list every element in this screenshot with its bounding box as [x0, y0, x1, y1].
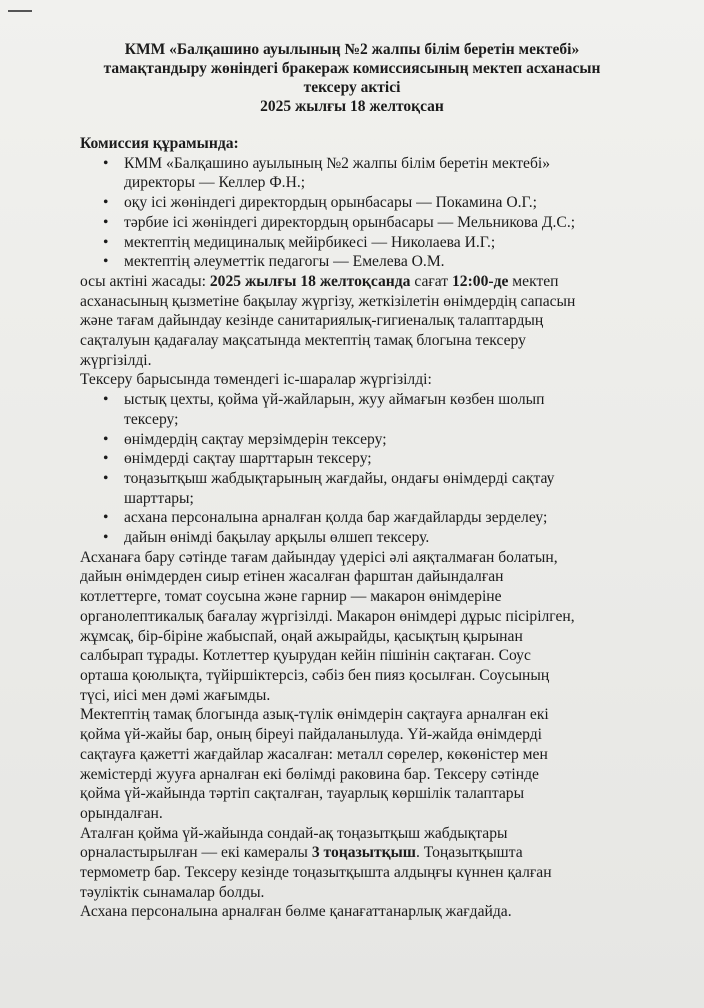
- activity-line: шарттары;: [124, 489, 194, 507]
- text-line: салбырап тұрады. Котлеттер қуырудан кейін пішінін сақтаған. Соус: [80, 647, 531, 665]
- commission-heading: Комиссия құрамында:: [80, 135, 239, 152]
- list-item: [80, 252, 680, 272]
- list-item: [80, 154, 680, 193]
- text-span: осы актіні жасады:: [80, 272, 210, 290]
- text-line: қойма үй-жайы бар, оның біреуі пайдаланылуда. Үй-жайда өнімдерді: [80, 726, 543, 744]
- paragraph-storage: [80, 705, 680, 823]
- refrigerator-count-bold: 3 тоңазытқыш: [311, 844, 416, 862]
- text-line: және тағам дайындау кезінде санитариялық-гигиеналық талаптардың: [80, 312, 544, 330]
- corner-mark: [8, 10, 32, 12]
- text-line: сақталуын қадағалау мақсатында мектептің тамақ блогына тексеру: [80, 332, 526, 350]
- member-line: • тәрбие ісі жөніндегі директордың орынбасары — Мельникова Д.С.;: [124, 213, 576, 231]
- text-line: Аталған қойма үй-жайында сондай-ақ тоңазытқыш жабдықтары: [80, 824, 508, 842]
- member-line: • мектептің медициналық мейірбикесі — Николаева И.Г.;: [124, 233, 496, 251]
- act-time-bold: 12:00-де: [452, 272, 509, 290]
- list-item: [80, 430, 680, 450]
- document-header: [0, 40, 704, 116]
- act-paragraph: [80, 272, 680, 371]
- list-item: [80, 193, 680, 213]
- paragraph-canteen-visit: [80, 548, 680, 706]
- text-line: термометр бар. Тексеру кезінде тоңазытқышта алдыңғы күннен қалған: [80, 864, 552, 882]
- activity-line: • өнімдердің сақтау мерзімдерін тексеру;: [124, 430, 387, 448]
- list-item: [80, 528, 680, 548]
- activity-line: • тоңазытқыш жабдықтарының жағдайы, ондағы өнімдерді сақтау: [124, 469, 555, 487]
- text-line: органолептикалық бағалау жүргізілді. Макарон өнімдері дұрыс пісірілген,: [80, 607, 575, 625]
- header-line-1: КММ «Балқашино ауылының №2 жалпы білім беретін мектебі»: [124, 41, 580, 58]
- document-body: [80, 134, 680, 922]
- header-date: 2025 жылғы 18 желтоқсан: [260, 98, 444, 115]
- text-span: сағат: [410, 272, 452, 290]
- activities-intro: Тексеру барысында төмендегі іс-шаралар жүргізілді:: [80, 371, 432, 389]
- text-line: түсі, иісі мен дәмі жағымды.: [80, 686, 271, 704]
- list-item: [80, 449, 680, 469]
- text-line: дайын өнімдерден сиыр етінен жасалған фарштан дайындалған: [80, 568, 504, 586]
- member-line: • КММ «Балқашино ауылының №2 жалпы білім беретін мектебі»: [124, 154, 551, 172]
- activity-line: тексеру;: [124, 410, 179, 428]
- text-line: котлеттерге, томат соусына және гарнир — макарон өнімдеріне: [80, 588, 502, 606]
- text-line: жүргізілді.: [80, 351, 152, 369]
- commission-members-list: [80, 154, 680, 272]
- activities-list: [80, 390, 680, 548]
- text-line: орындалған.: [80, 804, 163, 822]
- paragraph-refrigerators: [80, 824, 680, 903]
- text-line: сақтауға қажетті жағдайлар жасалған: металл сөрелер, көкөністер мен: [80, 745, 548, 763]
- text-line: [80, 272, 680, 292]
- text-line: жұмсақ, бір-біріне жабыспай, оңай ажырайды, қасықтың қырынан: [80, 627, 523, 645]
- header-line-2: тамақтандыру жөніндегі бракераж комиссиясының мектеп асханасын: [103, 60, 601, 77]
- text-line: тәуліктік сынамалар болды.: [80, 883, 265, 901]
- text-line: жемістерді жууға арналған екі бөлімді раковина бар. Тексеру сәтінде: [80, 765, 539, 783]
- activity-line: • ыстық цехты, қойма үй-жайларын, жуу аймағын көзбен шолып: [124, 391, 545, 409]
- text-line: [80, 843, 680, 863]
- member-line: директоры — Келлер Ф.Н.;: [124, 174, 306, 192]
- text-line: Мектептің тамақ блогында азық-түлік өнімдерін сақтауға арналған екі: [80, 706, 549, 724]
- text-line: асханасының қызметіне бақылау жүргізу, жеткізілетін өнімдердің сапасын: [80, 292, 576, 310]
- member-line: • мектептің әлеуметтік педагогы — Емелева О.М.: [124, 253, 445, 271]
- paragraph-staff-room: Асхана персоналына арналған бөлме қанағаттанарлық жағдайда.: [80, 903, 512, 921]
- text-line: Асханаға бару сәтінде тағам дайындау үдерісі әлі аяқталмаған болатын,: [80, 548, 558, 566]
- text-line: орташа қоюлықта, түйіршіктерсіз, сәбіз бен пияз қосылған. Соусының: [80, 666, 550, 684]
- text-span: мектеп: [508, 272, 559, 290]
- activity-line: • асхана персоналына арналған қолда бар жағдайларды зерделеу;: [124, 509, 548, 527]
- activity-line: • дайын өнімді бақылау арқылы өлшеп тексеру.: [124, 529, 430, 547]
- list-item: [80, 390, 680, 429]
- list-item: [80, 213, 680, 233]
- header-line-3: тексеру актісі: [303, 79, 401, 96]
- list-item: [80, 233, 680, 253]
- activity-line: • өнімдерді сақтау шарттарын тексеру;: [124, 450, 372, 468]
- member-line: • оқу ісі жөніндегі директордың орынбасары — Покамина О.Г.;: [124, 194, 537, 212]
- list-item: [80, 469, 680, 508]
- text-span: орналастырылған — екі камералы: [80, 844, 312, 862]
- text-span: . Тоңазытқышта: [415, 844, 523, 862]
- list-item: [80, 508, 680, 528]
- text-line: қойма үй-жайында тәртіп сақталған, тауарлық көршілік талаптары: [80, 785, 525, 803]
- act-date-bold: 2025 жылғы 18 желтоқсанда: [209, 272, 411, 290]
